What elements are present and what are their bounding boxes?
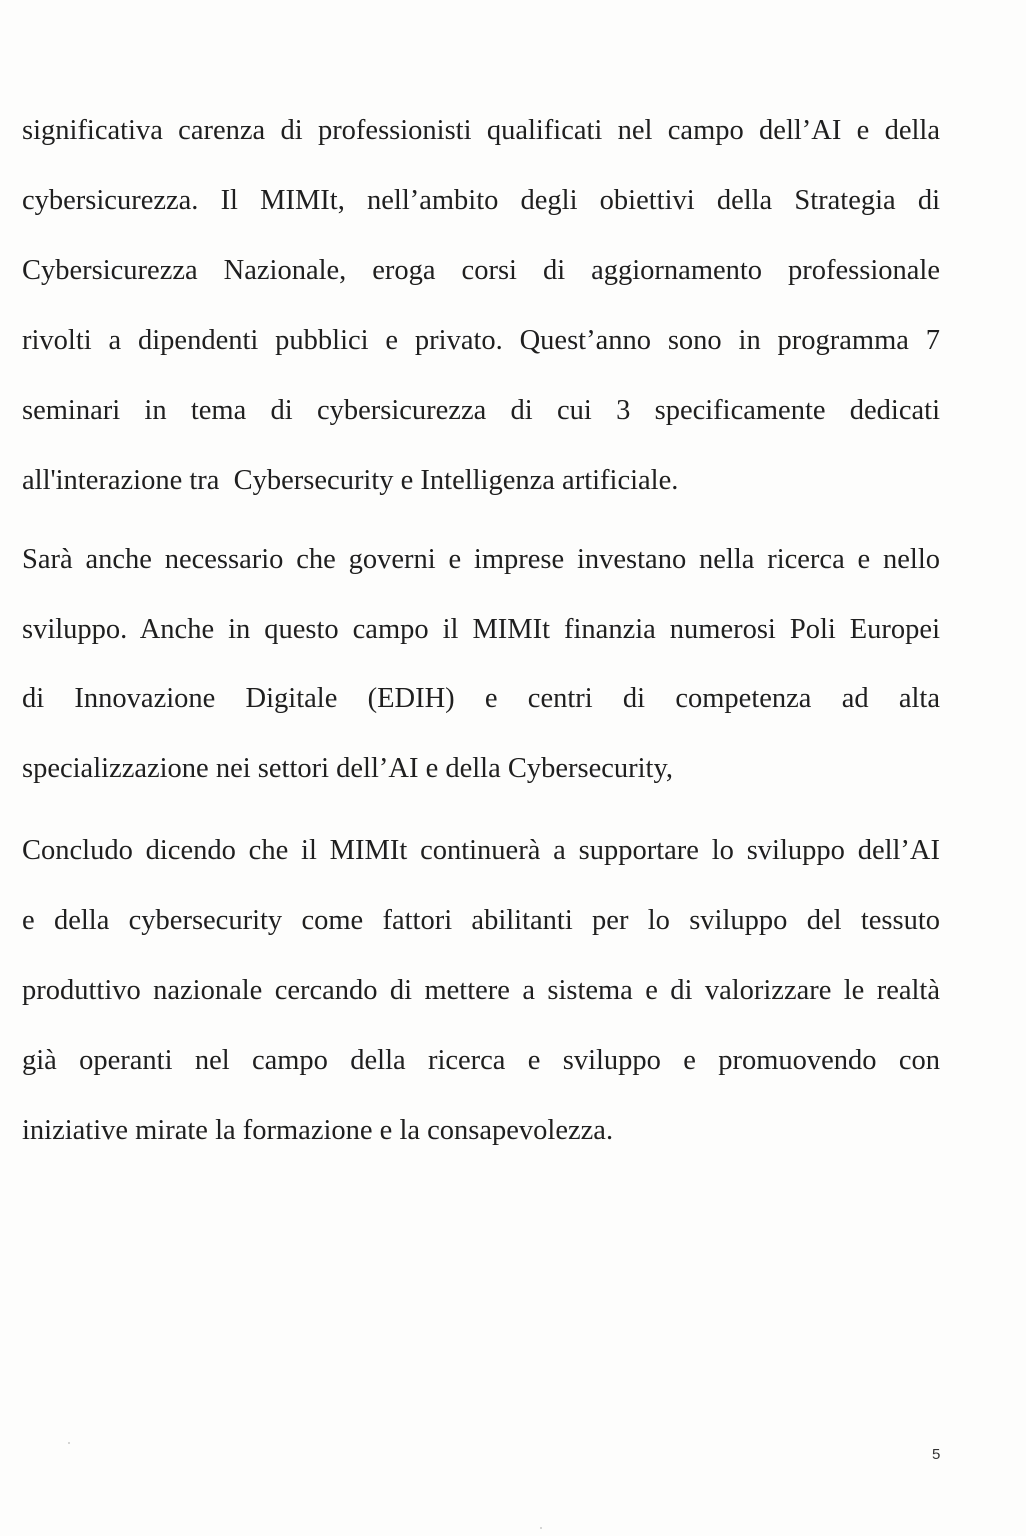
text-line: già operanti nel campo della ricerca e sviluppo e promuovendo con: [22, 1045, 940, 1076]
scan-speck: [68, 1442, 70, 1444]
text-line: sviluppo. Anche in questo campo il MIMIt finanzia numerosi Poli Europei: [22, 613, 940, 645]
text-line: di Innovazione Digitale (EDIH) e centri di competenza ad alta: [22, 683, 940, 714]
text-line: e della cybersecurity come fattori abilitanti per lo sviluppo del tessuto: [22, 905, 940, 936]
text-line: Cybersicurezza Nazionale, eroga corsi di aggiornamento professionale: [22, 255, 940, 286]
text-line: rivolti a dipendenti pubblici e privato. Quest’anno sono in programma 7: [22, 325, 940, 356]
paragraph-3: [22, 816, 940, 1166]
text-line: significativa carenza di professionisti qualificati nel campo dell’AI e della: [22, 115, 940, 146]
paragraph-2: [22, 525, 940, 803]
text-line: Sarà anche necessario che governi e imprese investano nella ricerca e nello: [22, 544, 940, 575]
page-number: 5: [932, 1446, 941, 1463]
text-line: Concludo dicendo che il MIMIt continuerà a supportare lo sviluppo dell’AI: [22, 835, 940, 866]
text-line: seminari in tema di cybersicurezza di cui 3 specificamente dedicati: [22, 395, 940, 426]
text-line: all'interazione tra Cybersecurity e Intelligenza artificiale.: [22, 465, 679, 496]
scan-speck: [540, 1527, 542, 1529]
text-line: iniziative mirate la formazione e la consapevolezza.: [22, 1115, 614, 1146]
text-line: cybersicurezza. Il MIMIt, nell’ambito degli obiettivi della Strategia di: [22, 185, 940, 216]
paragraph-1: [22, 96, 940, 516]
text-line: produttivo nazionale cercando di mettere a sistema e di valorizzare le realtà: [22, 975, 940, 1006]
text-line: specializzazione nei settori dell’AI e della Cybersecurity,: [22, 752, 673, 784]
